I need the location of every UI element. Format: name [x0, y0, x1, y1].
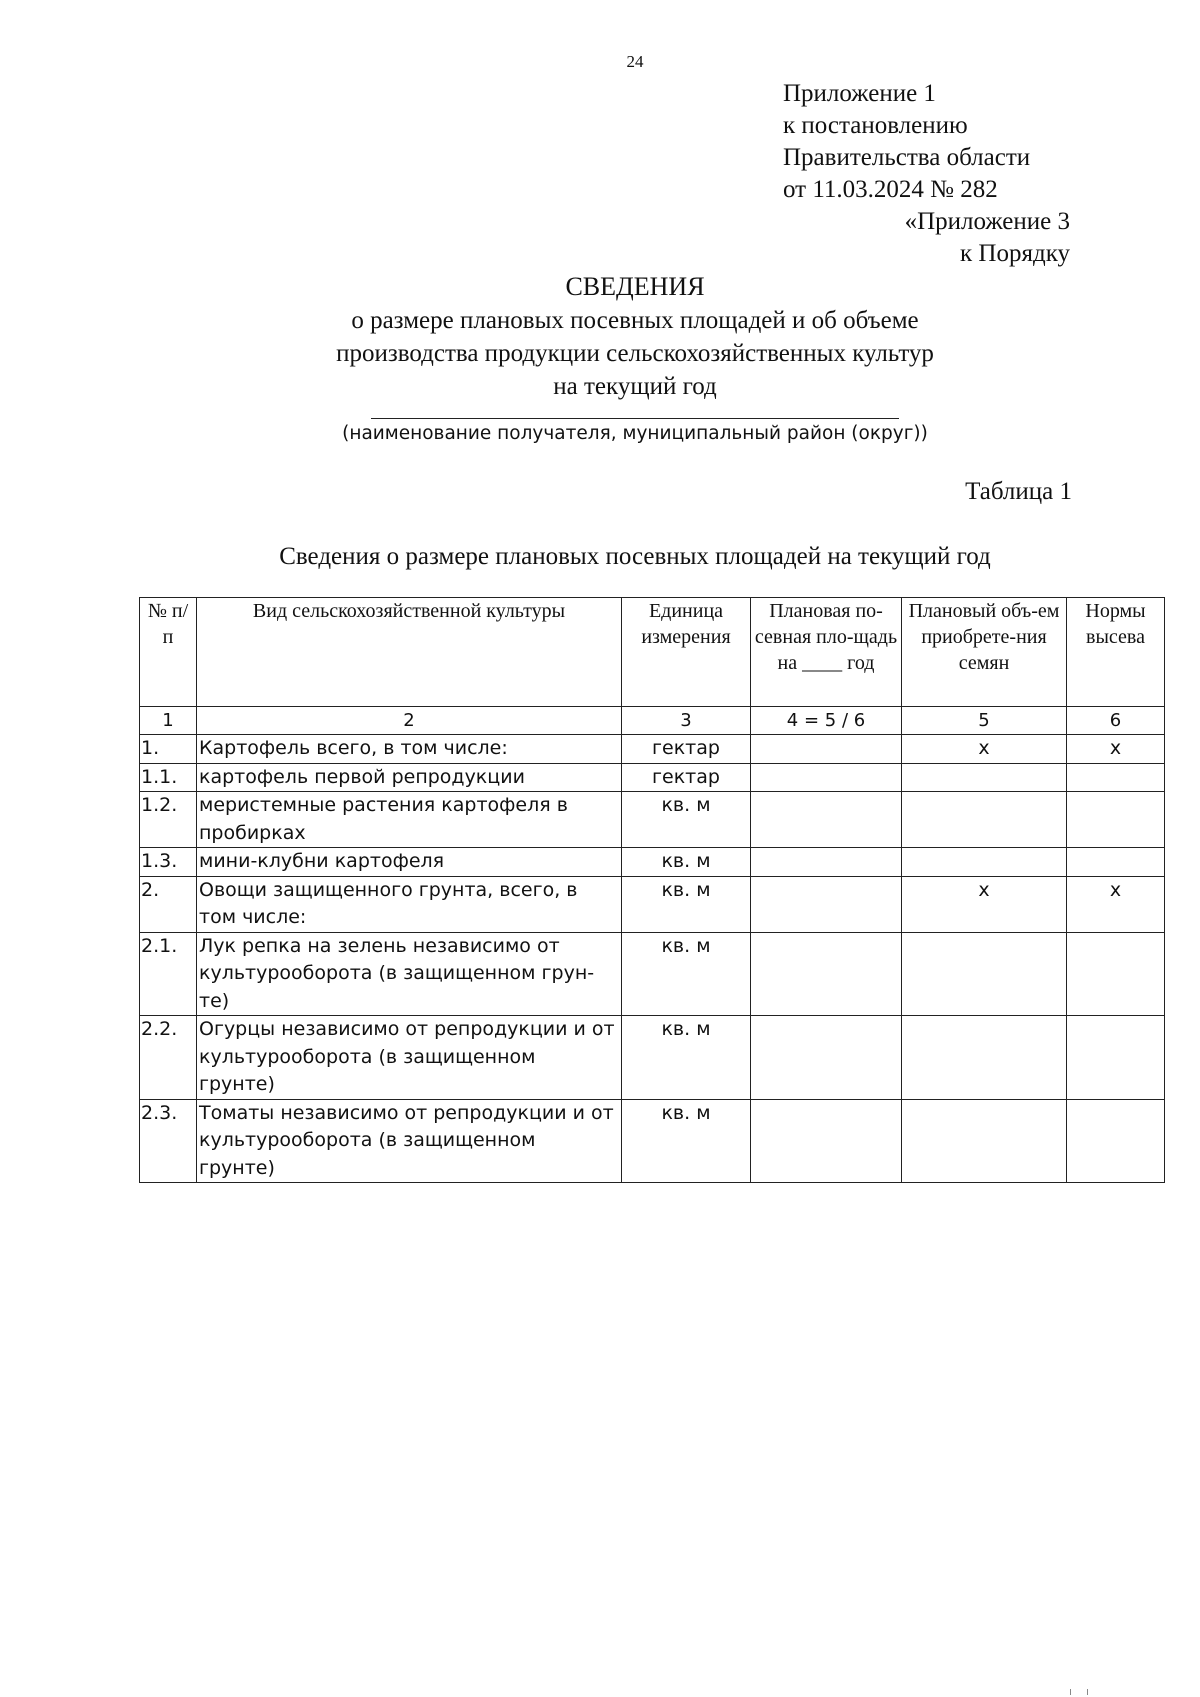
column-number: 5: [902, 707, 1067, 735]
table-row: [140, 763, 1165, 792]
appendix3-reference: [905, 206, 1070, 270]
crop-name-cell: Картофель всего, в том числе:: [197, 735, 622, 764]
appendix3-line: к Порядку: [960, 240, 1070, 267]
row-number-cell: 1.3.: [140, 848, 197, 877]
appendix-line: от 11.03.2024 № 282: [783, 176, 998, 203]
planned-area-cell: [751, 735, 902, 764]
planned-area-cell: [751, 792, 902, 848]
recipient-fill-caption: (наименование получателя, муниципальный район (округ)): [342, 423, 928, 444]
row-number-cell: 1.: [140, 735, 197, 764]
unit-of-measure-cell: гектар: [622, 763, 751, 792]
unit-of-measure-cell: кв. м: [622, 932, 751, 1016]
table-title: Сведения о размере плановых посевных площадей на текущий год: [279, 543, 991, 570]
table-row: [140, 1016, 1165, 1100]
table-row: [140, 932, 1165, 1016]
seeding-norm-cell: [1067, 848, 1165, 877]
planned-area-cell: [751, 848, 902, 877]
planned-seed-volume-cell: [902, 848, 1067, 877]
appendix-line: Правительства области: [783, 144, 1031, 171]
table-row: [140, 876, 1165, 932]
seeding-norm-cell: х: [1067, 876, 1165, 932]
row-number-cell: 2.3.: [140, 1099, 197, 1183]
header-cell: Плановая по-севная пло-щадь на ____ год: [751, 598, 902, 707]
planned-area-cell: [751, 763, 902, 792]
unit-of-measure-cell: кв. м: [622, 1016, 751, 1100]
column-number: 4 = 5 / 6: [751, 707, 902, 735]
table-row: [140, 792, 1165, 848]
unit-of-measure-cell: кв. м: [622, 792, 751, 848]
row-number-cell: 2.: [140, 876, 197, 932]
column-number: 2: [197, 707, 622, 735]
row-number-cell: 2.2.: [140, 1016, 197, 1100]
row-number-cell: 1.1.: [140, 763, 197, 792]
crop-name-cell: мини-клубни картофеля: [197, 848, 622, 877]
crop-name-cell: Томаты независимо от репродукции и от культурооборота (в защищенном грунте): [197, 1099, 622, 1183]
header-cell: Плановый объ-ем приобрете-ния семян: [902, 598, 1067, 707]
row-number-cell: 2.1.: [140, 932, 197, 1016]
seeding-norm-cell: х: [1067, 735, 1165, 764]
planned-seed-volume-cell: х: [902, 876, 1067, 932]
unit-of-measure-cell: кв. м: [622, 848, 751, 877]
page-number: 24: [626, 52, 644, 71]
planned-area-cell: [751, 1099, 902, 1183]
crop-name-cell: Овощи защищенного грунта, всего, в том числе:: [197, 876, 622, 932]
column-number: 6: [1067, 707, 1165, 735]
seeding-norm-cell: [1067, 1016, 1165, 1100]
planned-seed-volume-cell: [902, 1016, 1067, 1100]
document-subtitle-line: производства продукции сельскохозяйственных культур: [336, 340, 934, 367]
header-cell: Нормы высева: [1067, 598, 1165, 707]
appendix-line: Приложение 1: [783, 80, 936, 107]
column-number: 1: [140, 707, 197, 735]
appendix-reference: [783, 78, 1030, 206]
table-row: [140, 735, 1165, 764]
table-row: [140, 848, 1165, 877]
header-cell: Единица измерения: [622, 598, 751, 707]
planned-seed-volume-cell: [902, 1099, 1067, 1183]
document-subtitle-line: на текущий год: [553, 373, 717, 400]
header-cell: Вид сельскохозяйственной культуры: [197, 598, 622, 707]
seeding-norm-cell: [1067, 932, 1165, 1016]
planned-seed-volume-cell: [902, 763, 1067, 792]
crop-name-cell: меристемные растения картофеля в пробирках: [197, 792, 622, 848]
unit-of-measure-cell: кв. м: [622, 1099, 751, 1183]
table-row: [140, 1099, 1165, 1183]
document-subtitle-line: о размере плановых посевных площадей и об объеме: [351, 307, 919, 334]
unit-of-measure-cell: гектар: [622, 735, 751, 764]
sown-area-table: [139, 597, 1165, 1183]
planned-seed-volume-cell: [902, 792, 1067, 848]
planned-area-cell: [751, 932, 902, 1016]
planned-seed-volume-cell: [902, 932, 1067, 1016]
document-title: СВЕДЕНИЯ: [565, 272, 705, 301]
header-cell: № п/п: [140, 598, 197, 707]
row-number-cell: 1.2.: [140, 792, 197, 848]
planned-seed-volume-cell: х: [902, 735, 1067, 764]
recipient-fill-line: [371, 418, 899, 419]
table-number: Таблица 1: [965, 478, 1072, 505]
scan-artifact: [1070, 1689, 1088, 1695]
table-header-row: [140, 598, 1165, 707]
column-number-row: [140, 707, 1165, 735]
seeding-norm-cell: [1067, 763, 1165, 792]
seeding-norm-cell: [1067, 792, 1165, 848]
planned-area-cell: [751, 1016, 902, 1100]
column-number: 3: [622, 707, 751, 735]
appendix3-line: «Приложение 3: [904, 208, 1070, 235]
planned-area-cell: [751, 876, 902, 932]
crop-name-cell: Огурцы независимо от репродукции и от культурооборота (в защищенном грунте): [197, 1016, 622, 1100]
document-heading: [130, 270, 1140, 403]
appendix-line: к постановлению: [783, 112, 968, 139]
crop-name-cell: картофель первой репродукции: [197, 763, 622, 792]
unit-of-measure-cell: кв. м: [622, 876, 751, 932]
seeding-norm-cell: [1067, 1099, 1165, 1183]
crop-name-cell: Лук репка на зелень независимо от культурооборота (в защищенном грун-те): [197, 932, 622, 1016]
